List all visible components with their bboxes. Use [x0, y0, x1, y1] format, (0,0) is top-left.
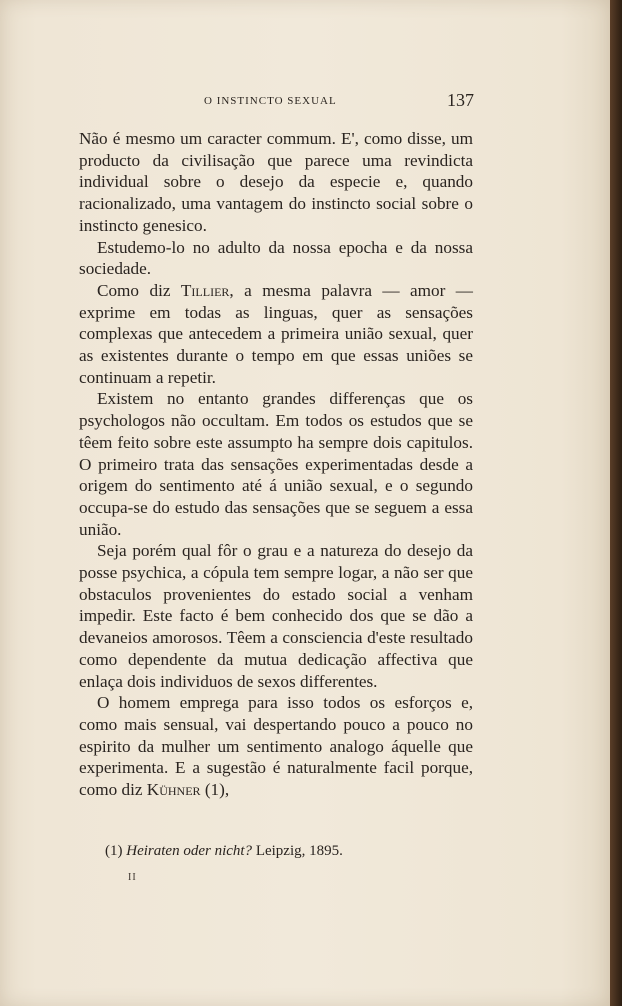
- paragraph-3-start: Como diz: [97, 280, 181, 300]
- author-name-tillier: Tillier: [180, 280, 230, 300]
- footnote-publication: Leipzig, 1895.: [252, 843, 343, 859]
- footnote-reference: (1),: [200, 780, 230, 800]
- book-edge: [610, 0, 622, 1006]
- paragraph-5: Seja porém qual fôr o grau e a natureza do desejo da posse psychica, a cópula tem sempre logar, a não ser que obstaculos provenientes do estado social a venham impedir. Este facto é bem conhecido dos que se dão a devaneios amorosos. Têem a consciencia d'este resultado como dependente da mutua dedicação affectiva que enlaça dois individuos de sexos differentes.: [79, 541, 473, 691]
- running-title: O INSTINCTO SEXUAL: [204, 95, 337, 107]
- body-text: [79, 128, 473, 801]
- paragraph-1: Não é mesmo um caracter commum. E', como disse, um producto da civilisação que parece uma revindicta individual sobre o desejo da especie e, quando racionalizado, uma vantagem do instincto social sobre o instincto genesico.: [79, 129, 473, 235]
- footnote-title: Heiraten oder nicht?: [126, 843, 253, 859]
- paragraph-6-start: O homem emprega para isso todos os esforços e, como mais sensual, vai despertando pouco a pouco no espirito da mulher um sentimento analogo áquelle que experimenta. E a sugestão é naturalmente facil porque, como diz: [79, 693, 473, 800]
- paragraph-6: [79, 692, 473, 801]
- page-number: 137: [447, 90, 474, 110]
- footnote: [105, 843, 465, 860]
- footnote-marker: (1): [105, 843, 127, 859]
- paragraph-4: Existem no entanto grandes differenças que os psychologos não occultam. Em todos os estudos que se têem feito sobre este assumpto ha sempre dois capitulos. O primeiro trata das sensações experimentadas desde a origem do sentimento até á união sexual, e o segundo occupa-se do estudo das sensações que se seguem a essa união.: [79, 389, 473, 539]
- running-head: [80, 92, 474, 114]
- paragraph-2: Estudemo-lo no adulto da nossa epocha e da nossa sociedade.: [79, 237, 473, 279]
- signature-mark: II: [128, 872, 137, 883]
- author-name-kuhner: Kühner: [146, 780, 201, 800]
- paragraph-3: [79, 280, 473, 389]
- paragraph-3-rest: , a mesma palavra — amor — exprime em todas as linguas, quer as sensações complexas que antecedem a primeira união sexual, quer as existentes durante o tempo em que essas uniões se continuam a repetir.: [79, 280, 473, 387]
